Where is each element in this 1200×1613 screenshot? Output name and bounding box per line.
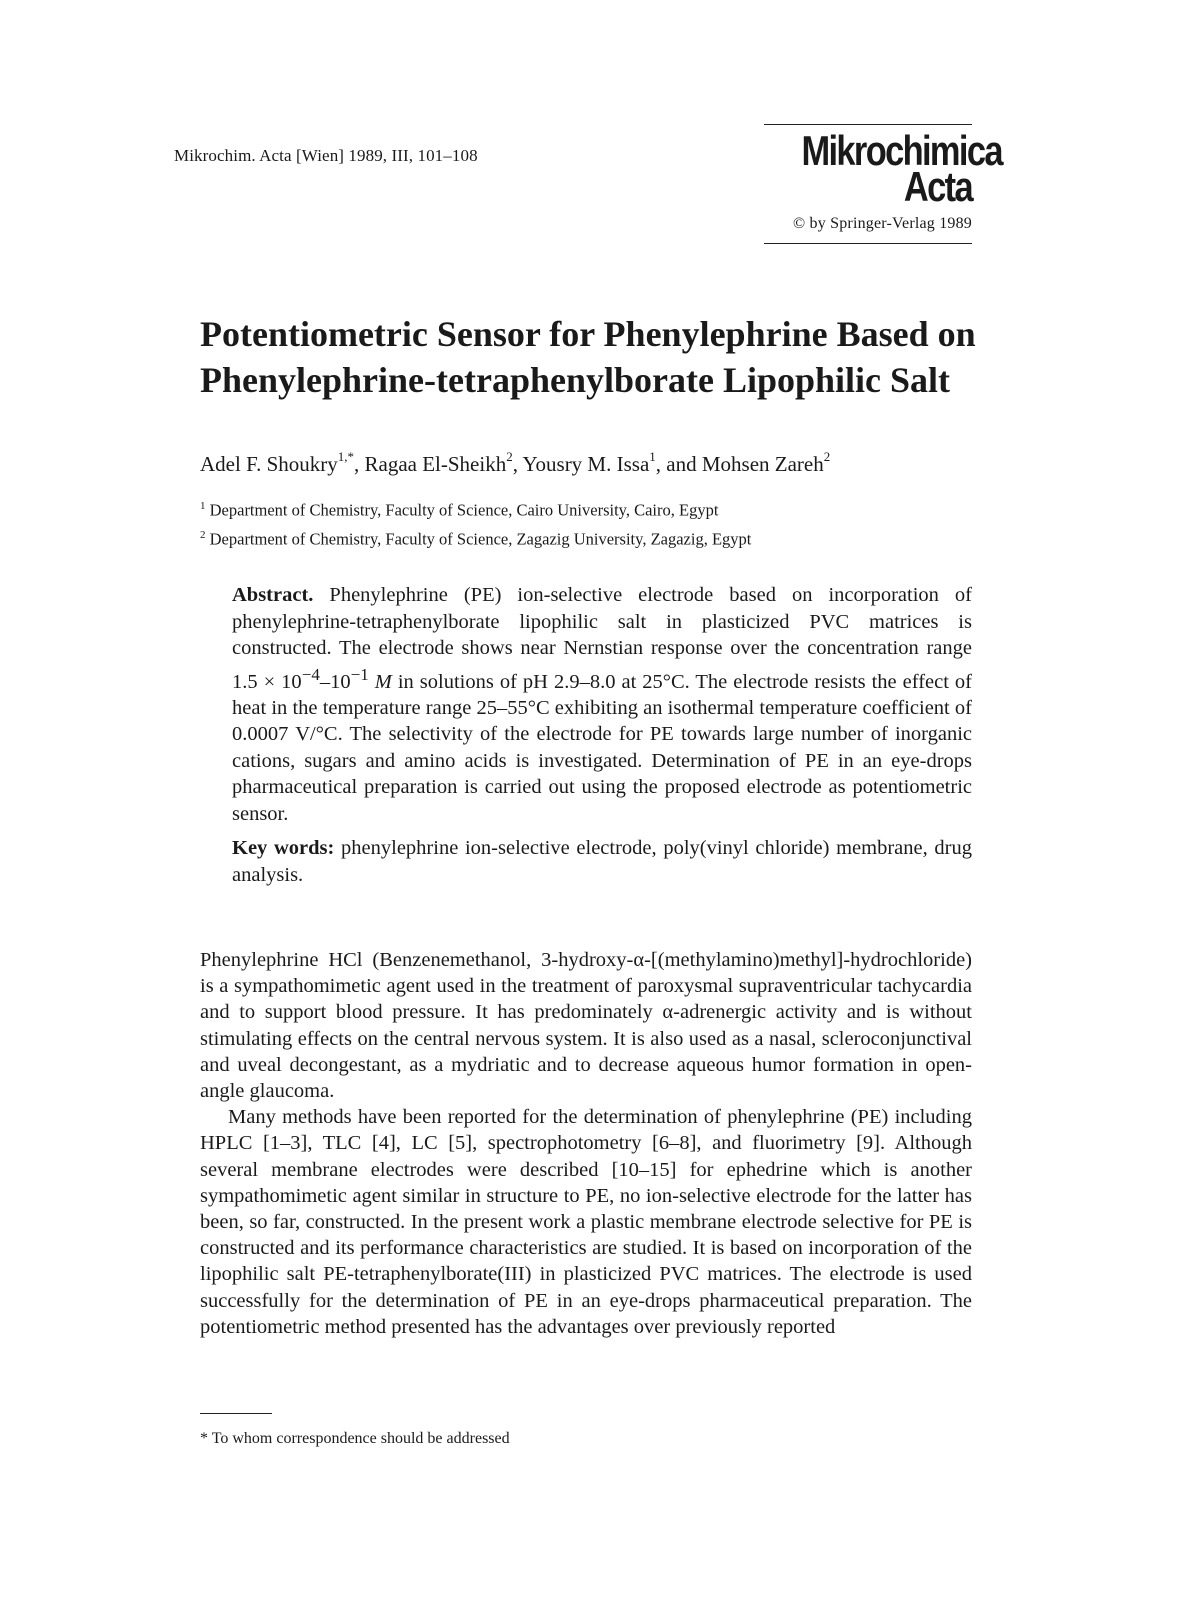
affiliation-number: 1 [200, 500, 206, 512]
author-list [200, 451, 830, 477]
affiliation-number: 2 [200, 528, 206, 541]
corresponding-author-mark: * [347, 449, 354, 464]
journal-logo [801, 127, 1002, 210]
author-name: Ragaa El-Sheikh [364, 452, 507, 476]
abstract-exponent: −4 [301, 664, 320, 684]
affiliation-item [200, 494, 751, 523]
keywords-paragraph [232, 835, 972, 888]
author-name: Mohsen Zareh [701, 452, 824, 476]
body-text [200, 947, 972, 1340]
author-affiliation-mark: 2 [506, 449, 513, 464]
author-affiliation-mark: 1, [337, 449, 348, 464]
abstract-paragraph [232, 582, 972, 827]
abstract-text: –10 [319, 670, 351, 693]
abstract-label: Abstract. [232, 584, 314, 606]
affiliation-text: Department of Chemistry, Faculty of Science, Cairo University, Cairo, Egypt [205, 500, 719, 520]
author-name: Adel F. Shoukry [200, 452, 338, 476]
copyright-notice: © by Springer-Verlag 1989 [792, 215, 972, 232]
abstract-exponent: −1 [350, 664, 369, 684]
body-paragraph-2: Many methods have been reported for the determination of phenylephrine (PE) including HPLC [1–3], TLC [4], LC [5], spectrophotometry [6–8], and fluorimetry [9]. Although several membrane electrodes were described [10–15] for ephedrine which is another sympathomimetic agent similar in structure to PE, no ion-selective electrode for the latter has been, so far, constructed. In the present work a plastic membrane electrode selective for PE is constructed and its performance characteristics are studied. It is based on incorporation of the lipophilic salt PE-tetraphenylborate(III) in plasticized PVC matrices. The electrode is used successfully for the determination of PE in an eye-drops pharmaceutical preparation. The potentiometric method presented has the advantages over previously reported [200, 1106, 972, 1338]
author-separator: , [512, 452, 523, 476]
footnote-divider [200, 1413, 272, 1414]
affiliation-item [200, 523, 751, 552]
title-line-1: Potentiometric Sensor for Phenylephrine Based on [200, 314, 976, 354]
journal-logo-line1: Mikrochimica [801, 127, 1002, 174]
abstract-text: Phenylephrine (PE) ion-selective electrode based on incorporation of phenylephrine-tetraphenylborate lipophilic salt in plasticized PVC matrices is constructed. The electrode shows near Nernstian response over the concentration range 1.5 × 10 [232, 584, 972, 693]
abstract-block [232, 582, 972, 888]
title-line-2: Phenylephrine-tetraphenylborate Lipophilic Salt [200, 360, 951, 400]
keywords-label: Key words: [232, 837, 335, 860]
journal-logo-line2: Acta [903, 163, 972, 210]
abstract-text: in solutions of pH 2.9–8.0 at 25°C. The electrode resists the effect of heat in the temperature range 25–55°C exhibiting an isothermal temperature coefficient of 0.0007 V/°C. The selectivity of the electrode for PE towards large number of inorganic cations, sugars and amino acids is investigated. Determination of PE in an eye-drops pharmaceutical preparation is carried out using the proposed electrode as potentiometric sensor. [232, 670, 973, 825]
author-name: Yousry M. Issa [522, 452, 650, 476]
affiliation-text: Department of Chemistry, Faculty of Science, Zagazig University, Zagazig, Egypt [205, 529, 752, 548]
journal-citation: Mikrochim. Acta [Wien] 1989, III, 101–108 [174, 146, 478, 165]
author-separator: , and [655, 452, 702, 476]
author-affiliation-mark: 2 [823, 449, 831, 464]
journal-masthead [764, 124, 1002, 244]
keywords-text: phenylephrine ion-selective electrode, poly(vinyl chloride) membrane, drug analysis. [232, 837, 972, 886]
author-affiliation-mark: 1 [649, 449, 656, 464]
body-paragraph-1: Phenylephrine HCl (Benzenemethanol, 3-hydroxy-α-[(methylamino)methyl]-hydrochloride) is a sympathomimetic agent used in the treatment of paroxysmal supraventricular tachycardia and to support blood pressure. It has predominately α-adrenergic activity and is without stimulating effects on the central nervous system. It is also used as a nasal, scleroconjunctival and uveal decongestant, as a mydriatic and to decrease aqueous humor formation in open-angle glaucoma. [200, 949, 972, 1103]
paper-title [200, 311, 1000, 403]
abstract-unit: M [368, 670, 392, 693]
footnote: * To whom correspondence should be addressed [200, 1430, 510, 1447]
affiliation-list [200, 494, 751, 551]
author-separator: , [354, 452, 365, 476]
